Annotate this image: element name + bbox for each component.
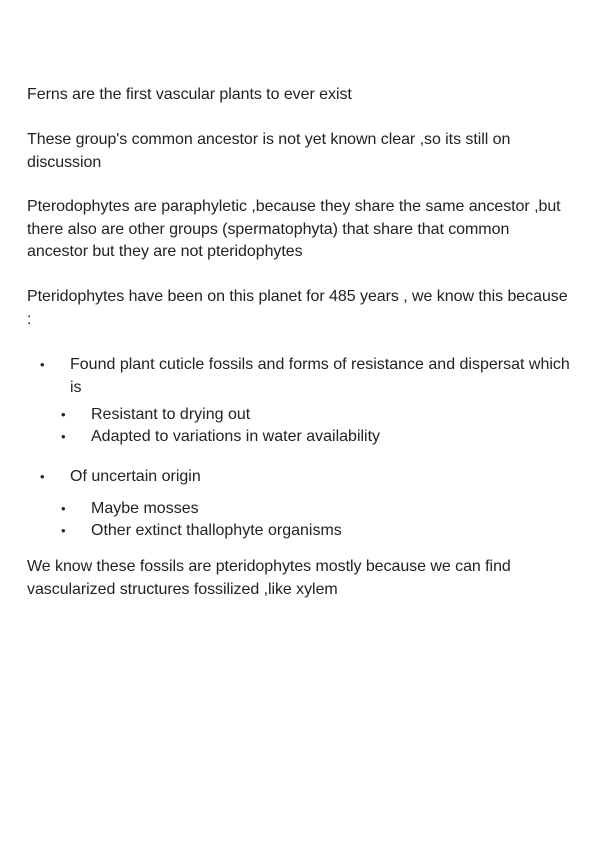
bullet-icon: • bbox=[61, 429, 66, 444]
bullet-icon: • bbox=[61, 501, 66, 516]
list-subitem-text: Other extinct thallophyte organisms bbox=[91, 522, 342, 539]
list-item-text: Found plant cuticle fossils and forms of resistance and dispersat which is bbox=[70, 356, 570, 396]
paragraph-paraphyletic: Pterodophytes are paraphyletic ,because they share the same ancestor ,but there also are other groups (spermatophyta) that share that common ancestor but they are not pteridophytes bbox=[27, 198, 561, 260]
list-subitem-drying bbox=[61, 404, 571, 427]
paragraph-485-years: Pteridophytes have been on this planet for 485 years , we know this because : bbox=[27, 288, 568, 328]
list-subitem-text: Resistant to drying out bbox=[91, 406, 251, 423]
bullet-icon: • bbox=[61, 407, 66, 422]
list-subitem-water bbox=[61, 426, 571, 449]
list-item-fossils bbox=[40, 354, 570, 399]
list-subitem-text: Maybe mosses bbox=[91, 500, 199, 517]
bullet-icon: • bbox=[40, 469, 45, 484]
bullet-icon: • bbox=[40, 357, 45, 372]
paragraph-ferns-intro: Ferns are the first vascular plants to ever exist bbox=[27, 86, 352, 103]
bullet-icon: • bbox=[61, 523, 66, 538]
paragraph-common-ancestor: These group's common ancestor is not yet known clear ,so its still on discussion bbox=[27, 131, 511, 171]
list-subitem-mosses bbox=[61, 498, 571, 521]
list-item-uncertain-origin bbox=[40, 466, 570, 489]
paragraph-xylem-conclusion: We know these fossils are pteridophytes mostly because we can find vascularized structures fossilized ,like xylem bbox=[27, 558, 511, 598]
list-subitem-text: Adapted to variations in water availability bbox=[91, 428, 381, 445]
list-item-text: Of uncertain origin bbox=[70, 468, 201, 485]
list-subitem-thallophyte bbox=[61, 520, 571, 543]
